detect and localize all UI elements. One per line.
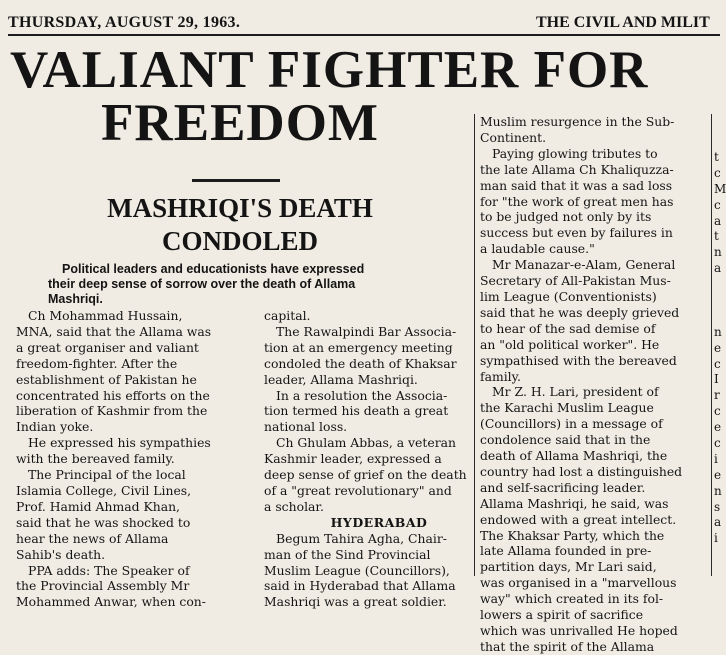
subheadline xyxy=(30,192,450,258)
edge-fragment: i xyxy=(714,531,718,546)
column-line: late Allama founded in pre- xyxy=(480,543,652,559)
column-line: (Councillors) in a message of xyxy=(480,416,663,432)
standfirst-line: Mashriqi. xyxy=(48,292,103,306)
cropped-adjacent-column xyxy=(714,150,724,547)
column-line: He expressed his sympathies xyxy=(28,435,211,451)
column-line: to be judged not only by its xyxy=(480,209,652,225)
edge-fragment: t xyxy=(714,229,719,244)
column-line: In a resolution the Associa- xyxy=(276,387,448,403)
article-column-1 xyxy=(16,308,264,610)
column-line: establishment of Pakistan he xyxy=(16,371,197,387)
column-line: Sahib's death. xyxy=(16,546,106,562)
column-line: the late Allama Ch Khaliquzza- xyxy=(480,161,674,177)
column-line: Kashmir leader, expressed a xyxy=(264,451,442,467)
edge-fragment: s xyxy=(714,499,721,514)
edge-fragment: t xyxy=(714,150,719,164)
column-line: a scholar. xyxy=(264,498,324,514)
edge-fragment: e xyxy=(714,340,722,355)
column-line: of a "great revolutionary" and xyxy=(264,482,452,498)
column-line: was organised in a "marvellous xyxy=(480,575,677,591)
column-line: the Karachi Muslim League xyxy=(480,400,654,416)
standfirst-line: their deep sense of sorrow over the death of Allama xyxy=(48,277,356,291)
column-line: Ch Ghulam Abbas, a veteran xyxy=(276,435,456,451)
column-line: capital. xyxy=(264,308,311,323)
column-line: liberation of Kashmir from the xyxy=(16,403,208,419)
column-rule xyxy=(474,114,475,576)
edge-fragment: M xyxy=(714,181,726,196)
column-line: man of the Sind Provincial xyxy=(264,546,431,562)
edge-fragment: c xyxy=(714,356,721,371)
column-line: country had lost a distinguished xyxy=(480,463,683,479)
column-line: success but even by failures in xyxy=(480,225,673,241)
article-column-2 xyxy=(264,308,474,610)
edge-fragment: a xyxy=(714,261,722,276)
headline-divider xyxy=(192,179,280,182)
column-line: lowers a spirit of sacrifice xyxy=(480,607,644,623)
column-line: sympathised with the bereaved xyxy=(480,352,677,368)
edge-fragment: r xyxy=(714,388,720,403)
column-line: Mashriqi was a great soldier. xyxy=(264,594,447,610)
column-line: Continent. xyxy=(480,129,547,145)
column-line: national loss. xyxy=(264,419,348,435)
column-line: to hear of the sad demise of xyxy=(480,320,656,336)
column-line: deep sense of grief on the death xyxy=(264,467,467,483)
column-line: death of Allama Mashriqi, the xyxy=(480,448,668,464)
newspaper-name: THE CIVIL AND MILIT xyxy=(536,14,710,31)
column-line: and self-sacrificing leader. xyxy=(480,479,646,495)
edge-fragment: i xyxy=(714,451,718,466)
standfirst xyxy=(48,262,468,307)
edge-fragment: e xyxy=(714,420,722,435)
column-line: concentrated his efforts on the xyxy=(16,387,210,403)
column-line: way" which created in its fol- xyxy=(480,591,664,607)
edge-fragment: c xyxy=(714,436,721,451)
column-line: tion at an emergency meeting xyxy=(264,339,453,355)
edge-fragment: e xyxy=(714,467,722,482)
column-line: Muslim League (Councillors), xyxy=(264,562,450,578)
column-line: Mr Z. H. Lari, president of xyxy=(492,384,659,400)
column-line: man said that it was a sad loss xyxy=(480,177,673,193)
column-line: Indian yoke. xyxy=(16,419,94,435)
column-line: freedom-fighter. After the xyxy=(16,355,178,371)
masthead xyxy=(8,6,720,36)
column-line: Ch Mohammad Hussain, xyxy=(28,308,183,323)
section-heading: HYDERABAD xyxy=(330,514,428,530)
column-line: said in Hyderabad that Allama xyxy=(264,578,456,594)
edge-fragment: c xyxy=(714,197,721,212)
column-line: Mohammed Anwar, when con- xyxy=(16,594,206,610)
column-line: The Khaksar Party, which the xyxy=(480,527,665,543)
column-line: condolence said that in the xyxy=(480,432,651,448)
edge-fragment: n xyxy=(714,324,722,339)
column-line: Prof. Hamid Ahmad Khan, xyxy=(16,498,180,514)
column-line: said that he was shocked to xyxy=(16,514,191,530)
column-line: Begum Tahira Agha, Chair- xyxy=(276,530,447,546)
edge-fragment: a xyxy=(714,213,722,228)
article-column-3 xyxy=(480,114,716,655)
column-line: tion termed his death a great xyxy=(264,403,449,419)
column-rule xyxy=(711,114,712,576)
column-line: an "old political worker". He xyxy=(480,336,660,352)
edge-fragment: I xyxy=(714,372,719,387)
column-line: a great organiser and valiant xyxy=(16,339,199,355)
edge-fragment: n xyxy=(714,483,722,498)
standfirst-line: Political leaders and educationists have expressed xyxy=(62,262,365,276)
column-line: Mr Manazar-e-Alam, General xyxy=(492,257,676,273)
column-line: hear the news of Allama xyxy=(16,530,169,546)
edge-fragment xyxy=(714,293,724,309)
edge-fragment xyxy=(714,309,724,325)
edge-fragment: a xyxy=(714,515,722,530)
column-line: MNA, said that the Allama was xyxy=(16,323,212,339)
column-line: family. xyxy=(480,368,521,384)
column-line: the Provincial Assembly Mr xyxy=(16,578,190,594)
column-line: Islamia College, Civil Lines, xyxy=(16,482,192,498)
column-line: partition days, Mr Lari said, xyxy=(480,559,657,575)
subheadline-line: MASHRIQI'S DEATH xyxy=(107,193,373,223)
edge-fragment: n xyxy=(714,245,722,260)
headline-line: FREEDOM xyxy=(101,94,379,152)
column-line: a laudable cause." xyxy=(480,241,595,257)
column-line: endowed with a great intellect. xyxy=(480,511,677,527)
column-line: said that he was deeply grieved xyxy=(480,304,680,320)
column-line: The Principal of the local xyxy=(28,467,186,483)
edge-fragment xyxy=(714,277,724,293)
column-line: PPA adds: The Speaker of xyxy=(28,562,190,578)
column-line: with the bereaved family. xyxy=(16,451,175,467)
column-line: leader, Allama Mashriqi. xyxy=(264,371,418,387)
subheadline-line: CONDOLED xyxy=(161,226,318,256)
column-line: for "the work of great men has xyxy=(480,193,674,209)
column-line: that the spirit of the Allama xyxy=(480,638,655,654)
column-line: which was unrivalled He hoped xyxy=(480,623,678,638)
column-line: lim League (Conventionists) xyxy=(480,288,657,304)
column-line: Muslim resurgence in the Sub- xyxy=(480,114,675,129)
issue-date: THURSDAY, AUGUST 29, 1963. xyxy=(8,14,241,31)
edge-fragment: c xyxy=(714,404,721,419)
edge-fragment: c xyxy=(714,165,721,180)
column-line: Secretary of All-Pakistan Mus- xyxy=(480,273,671,289)
column-line: The Rawalpindi Bar Associa- xyxy=(276,323,457,339)
column-line: Allama Mashriqi, he said, was xyxy=(480,495,669,511)
headline-line: VALIANT FIGHTER FOR xyxy=(10,41,649,99)
column-line: Paying glowing tributes to xyxy=(492,145,658,161)
column-line: condoled the death of Khaksar xyxy=(264,355,457,371)
